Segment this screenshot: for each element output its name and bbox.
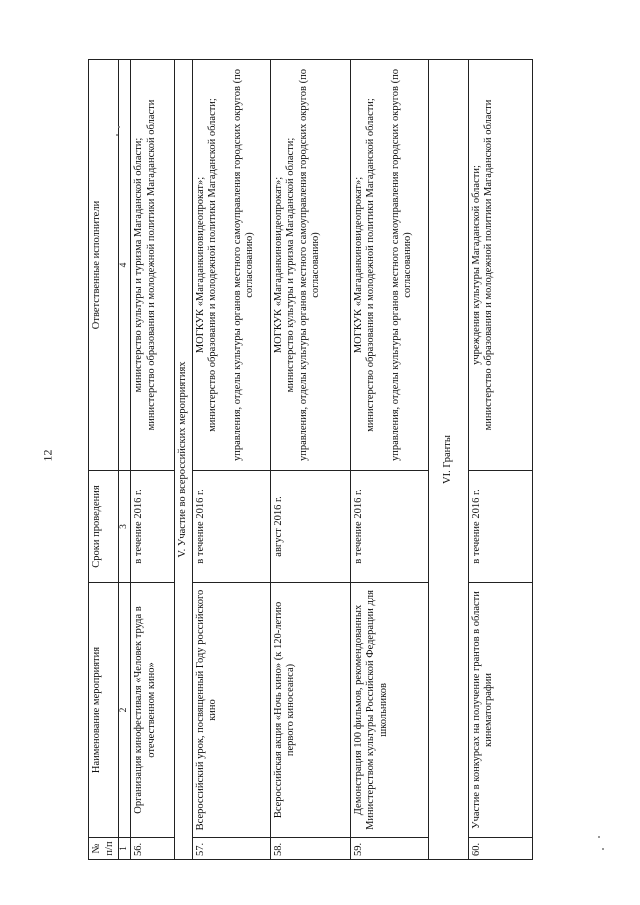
rotated-page bbox=[88, 60, 494, 860]
executor-line: учреждения культуры Магаданской области; bbox=[470, 165, 482, 365]
column-numbers-row bbox=[119, 60, 131, 860]
section-title: VI. Гранты bbox=[428, 60, 468, 860]
event-name: Демонстрация 100 фильмов, рекомендованных Министерством культуры Российской Федерации для школьников bbox=[350, 583, 428, 838]
table-row bbox=[468, 60, 532, 860]
table-row bbox=[131, 60, 175, 860]
page-number: 12 bbox=[40, 449, 55, 462]
event-name: Участие в конкурсах на получение грантов в области кинематографии bbox=[468, 583, 532, 838]
scan-speck bbox=[602, 848, 604, 850]
row-number: 57. bbox=[192, 838, 270, 860]
executor-line: министерство образования и молодежной политики Магаданской области bbox=[145, 99, 157, 431]
section-heading-row bbox=[428, 60, 468, 860]
column-number-3: 3 bbox=[119, 471, 131, 583]
events-plan-table bbox=[88, 59, 533, 860]
header-dates: Сроки проведения bbox=[89, 471, 119, 583]
scan-speck bbox=[118, 126, 120, 128]
executor-line: МОГКУК «Магаданкиновидеопрокат»; bbox=[352, 176, 364, 354]
table-row bbox=[270, 60, 350, 860]
row-number: 58. bbox=[270, 838, 350, 860]
event-dates: в течение 2016 г. bbox=[350, 471, 428, 583]
table-header-row bbox=[89, 60, 119, 860]
column-number-4: 4 bbox=[119, 60, 131, 471]
event-executors bbox=[192, 60, 270, 471]
column-number-1: 1 bbox=[119, 838, 131, 860]
row-number: 59. bbox=[350, 838, 428, 860]
event-dates: август 2016 г. bbox=[270, 471, 350, 583]
executor-line: МОГКУК «Магаданкиновидеопрокат»; bbox=[272, 176, 284, 354]
event-dates: в течение 2016 г. bbox=[131, 471, 175, 583]
table-row bbox=[192, 60, 270, 860]
executor-line: МОГКУК «Магаданкиновидеопрокат»; bbox=[194, 176, 206, 354]
executor-line: министерство образования и молодежной политики Магаданской области bbox=[483, 99, 494, 431]
event-executors bbox=[350, 60, 428, 471]
event-dates: в течение 2016 г. bbox=[192, 471, 270, 583]
section-heading-row bbox=[175, 60, 193, 860]
event-name: Организация кинофестиваля «Человек труда в отечественном кино» bbox=[131, 583, 175, 838]
scan-speck bbox=[116, 134, 118, 136]
executor-line: управления, отделы культуры органов местного самоуправления городских округов (по согласованию) bbox=[297, 69, 321, 462]
event-name: Всероссийский урок, посвященный Году российского кино bbox=[192, 583, 270, 838]
section-title: V. Участие во всероссийских мероприятиях bbox=[175, 60, 193, 860]
executor-line: министерство образования и молодежной политики Магаданской области; bbox=[207, 98, 218, 432]
event-dates: в течение 2016 г. bbox=[468, 471, 532, 583]
event-executors bbox=[468, 60, 532, 471]
header-executors: Ответственные исполнители bbox=[89, 60, 119, 471]
header-number: № п/п bbox=[89, 838, 119, 860]
row-number: 60. bbox=[468, 838, 532, 860]
event-executors bbox=[131, 60, 175, 471]
executor-line: министерство культуры и туризма Магаданской области; bbox=[285, 137, 296, 393]
event-name: Всероссийская акция «Ночь кино» (к 120-летию первого киносеанса) bbox=[270, 583, 350, 838]
scan-speck bbox=[598, 836, 600, 838]
row-number: 56. bbox=[131, 838, 175, 860]
executor-line: управления, отделы культуры органов местного самоуправления городских округов (по согласованию) bbox=[231, 69, 255, 462]
executor-line: управления, отделы культуры органов местного самоуправления городских округов (по согласованию) bbox=[389, 69, 413, 462]
event-executors bbox=[270, 60, 350, 471]
table-row bbox=[350, 60, 428, 860]
column-number-2: 2 bbox=[119, 583, 131, 838]
executor-line: министерство образования и молодежной политики Магаданской области; bbox=[365, 98, 376, 432]
header-event-name: Наименование мероприятия bbox=[89, 583, 119, 838]
executor-line: министерство культуры и туризма Магаданской области; bbox=[133, 137, 144, 393]
